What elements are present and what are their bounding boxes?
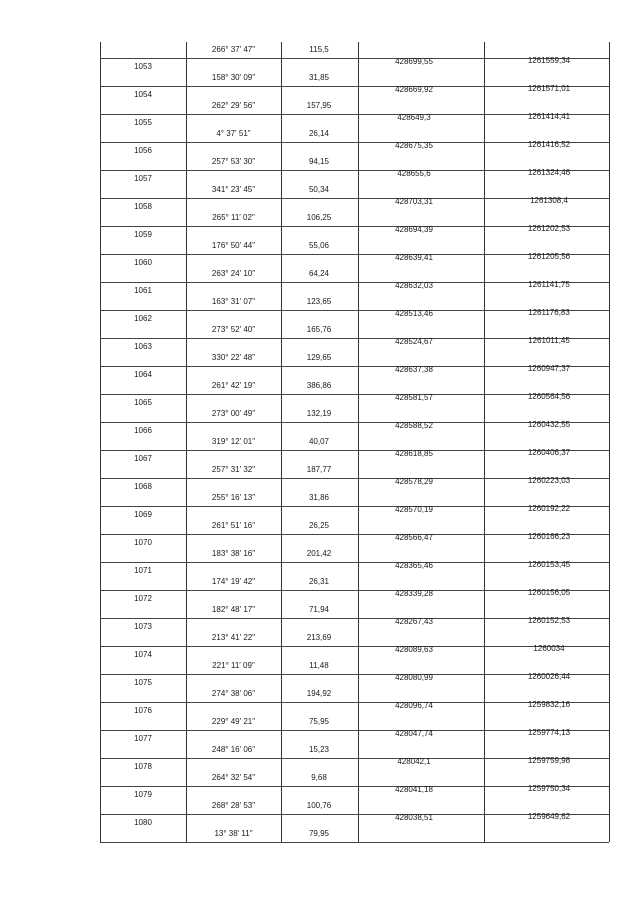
bearing-angle: 341° 23' 45" (211, 185, 256, 194)
coordinate-y: 1261324,46 (527, 168, 571, 177)
column-divider (609, 42, 610, 842)
table-bottom-rule (100, 842, 609, 843)
segment-length: 213,69 (306, 633, 332, 642)
segment-length: 31,86 (308, 493, 330, 502)
bearing-angle: 261° 42' 19" (211, 381, 256, 390)
segment-length: 115,5 (309, 45, 329, 54)
segment-length: 194,92 (306, 689, 332, 698)
bearing-angle: 330° 22' 48" (211, 353, 256, 362)
point-number: 1056 (134, 146, 152, 155)
column-divider (358, 42, 359, 842)
segment-length: 55,06 (308, 241, 330, 250)
coordinate-x: 428578,29 (395, 477, 433, 486)
coordinate-x: 428637,38 (395, 365, 433, 374)
coordinate-y: 1261141,75 (528, 280, 570, 289)
coordinate-x: 428047,74 (395, 729, 433, 738)
bearing-angle: 229° 49' 21" (211, 717, 256, 726)
point-number: 1073 (134, 622, 152, 631)
coordinate-x: 428267,43 (395, 617, 433, 626)
bearing-angle: 248° 16' 06" (211, 745, 256, 754)
segment-length: 157,95 (306, 101, 332, 110)
coordinate-x: 428042,1 (397, 757, 431, 766)
bearing-angle: 176° 50' 44" (211, 241, 256, 250)
coordinate-x: 428089,63 (395, 645, 433, 654)
bearing-angle: 265° 11' 02" (212, 213, 255, 222)
bearing-angle: 257° 53' 30" (211, 157, 256, 166)
bearing-angle: 4° 37' 51" (216, 129, 251, 138)
segment-length: 129,65 (306, 353, 332, 362)
coordinate-y: 1261308,4 (530, 196, 568, 205)
coordinate-x: 428694,39 (395, 225, 433, 234)
coordinate-x: 428513,46 (395, 309, 433, 318)
coordinate-x: 428632,03 (395, 281, 433, 290)
coordinate-y: 1260153,45 (527, 560, 571, 569)
coordinate-x: 428655,6 (397, 169, 431, 178)
bearing-angle: 183° 38' 16" (211, 549, 256, 558)
point-number: 1079 (134, 790, 152, 799)
coordinate-y: 1260034 (533, 644, 565, 653)
bearing-angle: 13° 38' 11" (214, 829, 253, 838)
coordinate-x: 428669,92 (395, 85, 433, 94)
bearing-angle: 257° 31' 32" (211, 465, 256, 474)
bearing-angle: 255° 16' 13" (211, 493, 256, 502)
point-number: 1062 (134, 314, 152, 323)
segment-length: 132,19 (306, 409, 332, 418)
coordinate-y: 1261559,34 (527, 56, 571, 65)
coordinate-y: 1260156,05 (527, 588, 571, 597)
coordinate-x: 428080,99 (395, 673, 433, 682)
point-number: 1068 (134, 482, 152, 491)
segment-length: 9,68 (311, 773, 327, 782)
coordinate-x: 428041,18 (395, 785, 433, 794)
segment-length: 201,42 (306, 549, 332, 558)
bearing-angle: 174° 19' 42" (211, 577, 256, 586)
bearing-angle: 261° 51' 16" (211, 521, 256, 530)
point-number: 1057 (134, 174, 152, 183)
segment-length: 94,15 (308, 157, 330, 166)
point-number: 1061 (134, 286, 152, 295)
coordinate-x: 428339,28 (395, 589, 433, 598)
segment-length: 123,65 (306, 297, 332, 306)
coordinate-y: 1260152,53 (527, 616, 571, 625)
bearing-angle: 182° 48' 17" (211, 605, 256, 614)
bearing-angle: 264° 32' 54" (211, 773, 256, 782)
column-divider (100, 42, 101, 842)
coordinate-x: 428038,51 (395, 813, 433, 822)
point-number: 1072 (134, 594, 152, 603)
point-number: 1053 (134, 62, 152, 71)
segment-length: 26,14 (308, 129, 330, 138)
coordinate-x: 428639,41 (395, 253, 433, 262)
point-number: 1080 (134, 818, 152, 827)
point-number: 1075 (134, 678, 152, 687)
coordinate-x: 428618,85 (395, 449, 433, 458)
bearing-angle: 262° 29' 56" (211, 101, 256, 110)
coordinate-y: 1260026,44 (527, 672, 571, 681)
bearing-angle: 274° 38' 06" (211, 689, 256, 698)
segment-length: 106,25 (306, 213, 332, 222)
coordinate-x: 428649,3 (397, 113, 431, 122)
coordinate-y: 1261202,53 (527, 224, 571, 233)
segment-length: 71,94 (308, 605, 330, 614)
point-number: 1066 (134, 426, 152, 435)
bearing-angle: 273° 00' 49" (211, 409, 256, 418)
bearing-angle: 213° 41' 22" (211, 633, 256, 642)
point-number: 1059 (134, 230, 152, 239)
point-number: 1070 (134, 538, 152, 547)
point-number: 1077 (134, 734, 152, 743)
bearing-angle: 266° 37' 47" (211, 45, 256, 54)
point-number: 1054 (134, 90, 152, 99)
coordinate-y: 1261205,56 (527, 252, 571, 261)
segment-length: 100,76 (306, 801, 332, 810)
bearing-angle: 221° 11' 09" (212, 661, 255, 670)
coordinate-y: 1260223,03 (527, 476, 571, 485)
point-number: 1058 (134, 202, 152, 211)
segment-length: 15,23 (308, 745, 330, 754)
coordinate-y: 1259750,34 (527, 784, 571, 793)
coordinate-y: 1260947,37 (527, 364, 571, 373)
coordinate-y: 1259832,16 (527, 700, 571, 709)
point-number: 1060 (134, 258, 152, 267)
segment-length: 165,76 (306, 325, 332, 334)
point-number: 1071 (134, 566, 152, 575)
coordinate-y: 1261176,83 (528, 308, 570, 317)
coordinate-y: 1259759,98 (527, 756, 571, 765)
bearing-angle: 158° 30' 09" (211, 73, 256, 82)
point-number: 1065 (134, 398, 152, 407)
coordinate-y: 1261416,52 (527, 140, 571, 149)
point-number: 1067 (134, 454, 152, 463)
point-number: 1074 (134, 650, 152, 659)
coordinate-x: 428675,35 (395, 141, 433, 150)
segment-length: 79,95 (308, 829, 330, 838)
coordinate-x: 428581,57 (395, 393, 433, 402)
coordinate-x: 428699,55 (395, 57, 433, 66)
coordinate-x: 428524,67 (395, 337, 433, 346)
bearing-angle: 319° 12' 01" (211, 437, 256, 446)
column-divider (484, 42, 485, 842)
segment-length: 26,25 (308, 521, 330, 530)
segment-length: 26,31 (308, 577, 330, 586)
coordinate-y: 1260166,23 (527, 532, 571, 541)
coordinate-x: 428570,19 (395, 505, 433, 514)
segment-length: 50,34 (308, 185, 330, 194)
point-number: 1063 (134, 342, 152, 351)
coordinate-y: 1260432,55 (527, 420, 571, 429)
coordinate-x: 428588,52 (395, 421, 433, 430)
coordinate-x: 428566,47 (395, 533, 433, 542)
point-number: 1076 (134, 706, 152, 715)
coordinate-x: 428365,46 (395, 561, 433, 570)
point-number: 1055 (134, 118, 152, 127)
coordinate-y: 1259774,13 (527, 728, 571, 737)
coordinate-y: 1261011,45 (528, 336, 570, 345)
point-number: 1069 (134, 510, 152, 519)
coordinate-x: 428703,31 (395, 197, 433, 206)
coordinate-y: 1260564,56 (527, 392, 571, 401)
bearing-angle: 163° 31' 07" (211, 297, 256, 306)
segment-length: 31,85 (308, 73, 330, 82)
coordinate-y: 1259649,62 (527, 812, 571, 821)
bearing-angle: 273° 52' 40" (211, 325, 256, 334)
segment-length: 75,95 (308, 717, 330, 726)
segment-length: 40,07 (308, 437, 330, 446)
coordinate-y: 1260192,22 (527, 504, 571, 513)
point-number: 1078 (134, 762, 152, 771)
segment-length: 11,48 (309, 661, 329, 670)
coordinate-y: 1260406,37 (527, 448, 571, 457)
segment-length: 187,77 (306, 465, 332, 474)
segment-length: 386,86 (306, 381, 332, 390)
coordinate-y: 1261414,41 (527, 112, 571, 121)
bearing-angle: 268° 28' 53" (211, 801, 256, 810)
segment-length: 64,24 (308, 269, 330, 278)
coordinate-x: 428096,74 (395, 701, 433, 710)
point-number: 1064 (134, 370, 152, 379)
bearing-angle: 263° 24' 10" (211, 269, 256, 278)
coordinate-y: 1261571,01 (527, 84, 571, 93)
